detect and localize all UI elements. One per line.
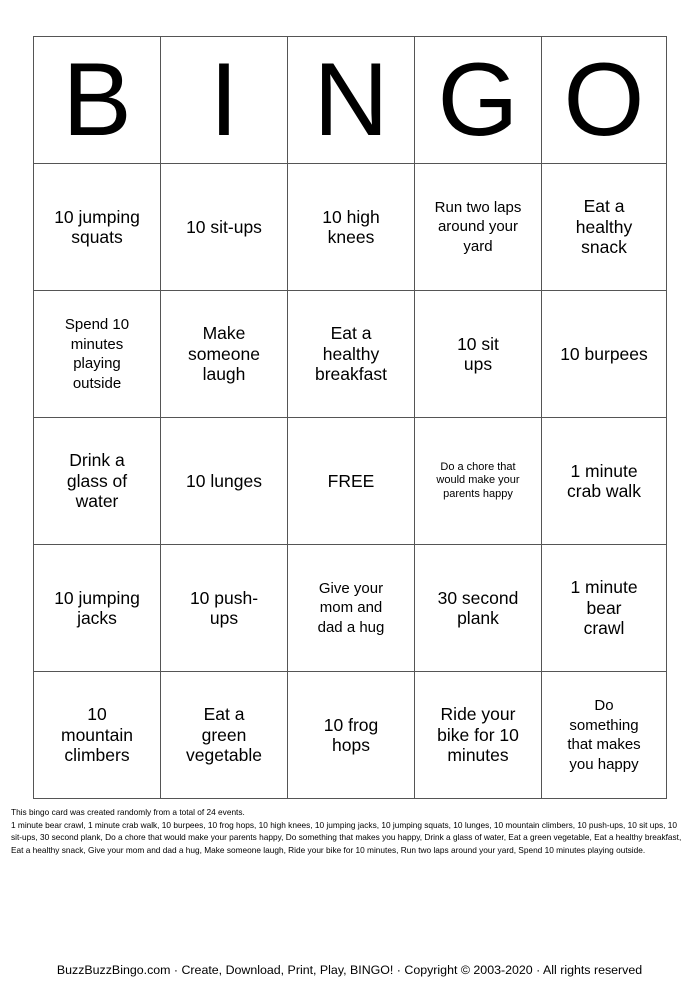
table-row: [34, 418, 667, 545]
cell-text: Do something that makes you happy: [567, 697, 641, 773]
bingo-cell: [161, 291, 288, 418]
cell-text: Spend 10 minutes playing outside: [64, 316, 130, 392]
events-footnote: [11, 806, 689, 857]
header-letter-g: G: [415, 37, 542, 164]
copyright-footer: BuzzBuzzBingo.com · Create, Download, Print, Play, BINGO! · Copyright © 2003-2020 · All rights reserved: [56, 963, 643, 977]
footnote-intro: This bingo card was created randomly from a total of 24 events.: [11, 807, 245, 817]
cell-text: 10 frog hops: [323, 714, 379, 755]
bingo-cell: [34, 672, 161, 799]
bingo-cell: [34, 164, 161, 291]
bingo-cell: [161, 672, 288, 799]
bingo-cell: [288, 291, 415, 418]
header-letter-i: I: [161, 37, 288, 164]
bingo-cell: [288, 164, 415, 291]
cell-text: Eat a green vegetable: [186, 704, 262, 766]
header-letter-n: N: [288, 37, 415, 164]
cell-text: 10 sit-ups: [186, 216, 262, 237]
cell-text: 10 burpees: [560, 343, 648, 364]
bingo-cell: [34, 418, 161, 545]
bingo-cell: [415, 418, 542, 545]
cell-text: 1 minute crab walk: [567, 460, 641, 501]
cell-text: Do a chore that would make your parents happy: [436, 460, 520, 500]
bingo-cell: [415, 164, 542, 291]
bingo-cell: [415, 291, 542, 418]
cell-text: Make someone laugh: [188, 323, 260, 385]
bingo-card: [33, 36, 667, 799]
header-letter-b: B: [34, 37, 161, 164]
cell-text: 10 jumping jacks: [54, 587, 140, 628]
header-letter-o: O: [542, 37, 667, 164]
bingo-cell: [542, 164, 667, 291]
bingo-cell: [288, 418, 415, 545]
cell-text: 10 lunges: [186, 470, 262, 491]
bingo-cell: [542, 418, 667, 545]
table-row: [34, 291, 667, 418]
cell-text: 10 jumping squats: [54, 206, 140, 247]
bingo-cell: [542, 672, 667, 799]
cell-text: Run two laps around your yard: [434, 198, 522, 255]
cell-text: Eat a healthy breakfast: [315, 323, 387, 385]
table-row: [34, 672, 667, 799]
bingo-cell: [161, 164, 288, 291]
bingo-cell: [161, 418, 288, 545]
cell-text: 1 minute bear crawl: [570, 577, 638, 639]
free-space: FREE: [327, 470, 375, 491]
bingo-cell: [415, 672, 542, 799]
cell-text: 10 high knees: [322, 206, 380, 247]
bingo-cell: [161, 545, 288, 672]
cell-text: Ride your bike for 10 minutes: [437, 704, 519, 766]
cell-text: 10 sit ups: [457, 333, 499, 374]
bingo-cell: [542, 545, 667, 672]
bingo-cell: [415, 545, 542, 672]
bingo-cell: [542, 291, 667, 418]
bingo-cell: [288, 545, 415, 672]
table-row: [34, 545, 667, 672]
table-row: [34, 164, 667, 291]
header-row: [34, 37, 667, 164]
cell-text: 30 second plank: [437, 587, 519, 628]
cell-text: Drink a glass of water: [66, 450, 128, 512]
cell-text: Give your mom and dad a hug: [317, 579, 385, 636]
cell-text: Eat a healthy snack: [575, 196, 633, 258]
cell-text: 10 push-ups: [189, 587, 259, 628]
bingo-cell: [34, 545, 161, 672]
bingo-cell: [288, 672, 415, 799]
cell-text: 10 mountain climbers: [61, 704, 133, 766]
footnote-events-list: 1 minute bear crawl, 1 minute crab walk, 10 burpees, 10 frog hops, 10 high knees, 10 jumping jacks, 10 jumping squats, 10 lunges, 10 mountain climbers, 10 push-ups, 10 sit ups, 10 sit-ups, 30 second plank, Do a chore that would make your parents happy, Do something that makes you happy, Drink a glass of water, Eat a green vegetable, Eat a healthy breakfast, Eat a healthy snack, Give your mom and dad a hug, Make someone laugh, Ride your bike for 10 minutes, Run two laps around your yard, Spend 10 minutes playing outside.: [11, 819, 682, 856]
bingo-cell: [34, 291, 161, 418]
